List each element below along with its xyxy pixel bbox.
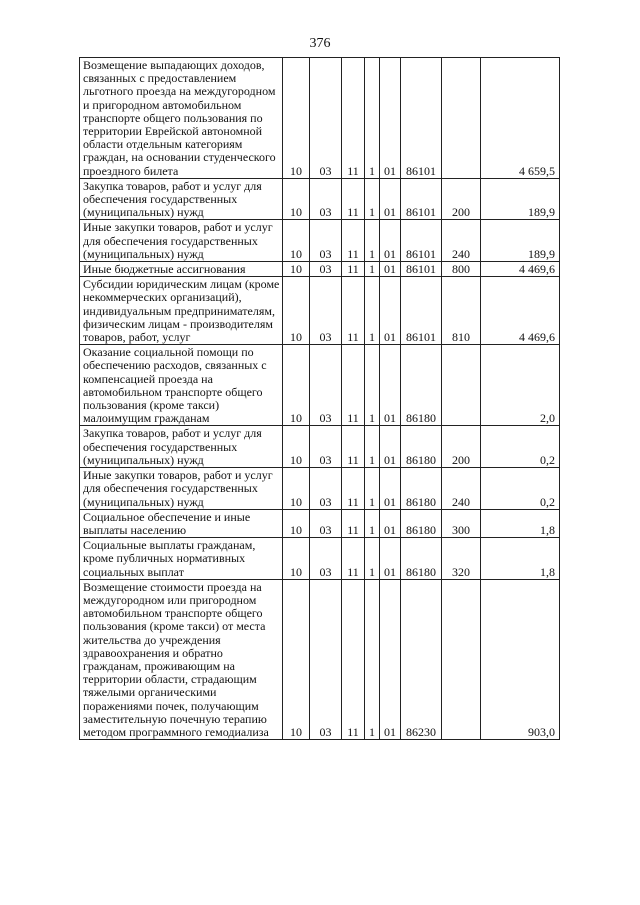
event-code-cell: 01: [380, 345, 401, 426]
subprogram-code-cell: 1: [365, 262, 380, 277]
expenditure-name-cell: Иные бюджетные ассигнования: [80, 262, 283, 277]
section-code-cell: 10: [283, 538, 310, 580]
program-code-cell: 11: [342, 345, 365, 426]
subprogram-code-cell: 1: [365, 345, 380, 426]
program-code-cell: 11: [342, 178, 365, 220]
section-code-cell: 10: [283, 579, 310, 739]
amount-cell: 2,0: [481, 345, 560, 426]
subsection-code-cell: 03: [310, 58, 342, 179]
program-code-cell: 11: [342, 468, 365, 510]
direction-code-cell: 86101: [401, 220, 442, 262]
direction-code-cell: 86101: [401, 262, 442, 277]
amount-cell: 0,2: [481, 468, 560, 510]
direction-code-cell: 86101: [401, 178, 442, 220]
expenditure-name-cell: Субсидии юридическим лицам (кроме некоммерческих организаций), индивидуальным предпринимателям, физическим лицам - производителям товаров, работ, услуг: [80, 277, 283, 345]
expenditure-name-cell: Иные закупки товаров, работ и услуг для обеспечения государственных (муниципальных) нужд: [80, 220, 283, 262]
section-code-cell: 10: [283, 345, 310, 426]
subprogram-code-cell: 1: [365, 58, 380, 179]
direction-code-cell: 86180: [401, 426, 442, 468]
subprogram-code-cell: 1: [365, 509, 380, 537]
event-code-cell: 01: [380, 277, 401, 345]
expenditure-name-cell: Возмещение выпадающих доходов, связанных с предоставлением льготного проезда на междугородном и пригородном автомобильном транспорте общего пользования по территории Еврейской автономной области отдельным категориям граждан, на основании студенческого проездного билета: [80, 58, 283, 179]
table-row: [80, 538, 560, 580]
section-code-cell: 10: [283, 262, 310, 277]
expenditure-name-cell: Иные закупки товаров, работ и услуг для обеспечения государственных (муниципальных) нужд: [80, 468, 283, 510]
program-code-cell: 11: [342, 579, 365, 739]
program-code-cell: 11: [342, 509, 365, 537]
direction-code-cell: 86101: [401, 58, 442, 179]
section-code-cell: 10: [283, 220, 310, 262]
subsection-code-cell: 03: [310, 538, 342, 580]
direction-code-cell: 86180: [401, 538, 442, 580]
table-row: [80, 345, 560, 426]
expense-type-code-cell: 300: [442, 509, 481, 537]
event-code-cell: 01: [380, 58, 401, 179]
direction-code-cell: 86180: [401, 509, 442, 537]
subsection-code-cell: 03: [310, 468, 342, 510]
direction-code-cell: 86230: [401, 579, 442, 739]
page-number: 376: [309, 36, 331, 51]
expenditure-name-cell: Закупка товаров, работ и услуг для обеспечения государственных (муниципальных) нужд: [80, 426, 283, 468]
expense-type-code-cell: [442, 58, 481, 179]
expenditure-name-cell: Возмещение стоимости проезда на междугородном или пригородном автомобильном транспорте общего пользования (кроме такси) от места жительства до учреждения здравоохранения и обратно гражданам, проживающим на территории области, страдающим тяжелыми органическими поражениями почек, получающим заместительную почечную терапию методом программного гемодиализа: [80, 579, 283, 739]
table-body: [80, 58, 560, 740]
subsection-code-cell: 03: [310, 277, 342, 345]
amount-cell: 189,9: [481, 178, 560, 220]
event-code-cell: 01: [380, 262, 401, 277]
expense-type-code-cell: 320: [442, 538, 481, 580]
expense-type-code-cell: 200: [442, 178, 481, 220]
section-code-cell: 10: [283, 277, 310, 345]
section-code-cell: 10: [283, 426, 310, 468]
table-row: [80, 509, 560, 537]
amount-cell: 903,0: [481, 579, 560, 739]
subprogram-code-cell: 1: [365, 579, 380, 739]
amount-cell: 4 659,5: [481, 58, 560, 179]
subsection-code-cell: 03: [310, 345, 342, 426]
table-row: [80, 426, 560, 468]
table-row: [80, 579, 560, 739]
expenditure-name-cell: Социальное обеспечение и иные выплаты населению: [80, 509, 283, 537]
section-code-cell: 10: [283, 178, 310, 220]
subprogram-code-cell: 1: [365, 178, 380, 220]
subsection-code-cell: 03: [310, 178, 342, 220]
expense-type-code-cell: 240: [442, 468, 481, 510]
expense-type-code-cell: 810: [442, 277, 481, 345]
event-code-cell: 01: [380, 509, 401, 537]
table-row: [80, 220, 560, 262]
event-code-cell: 01: [380, 178, 401, 220]
expense-type-code-cell: [442, 579, 481, 739]
program-code-cell: 11: [342, 277, 365, 345]
expense-type-code-cell: 800: [442, 262, 481, 277]
amount-cell: 4 469,6: [481, 262, 560, 277]
program-code-cell: 11: [342, 426, 365, 468]
subprogram-code-cell: 1: [365, 220, 380, 262]
subprogram-code-cell: 1: [365, 426, 380, 468]
budget-table: [79, 57, 560, 740]
program-code-cell: 11: [342, 58, 365, 179]
amount-cell: 0,2: [481, 426, 560, 468]
program-code-cell: 11: [342, 538, 365, 580]
section-code-cell: 10: [283, 468, 310, 510]
event-code-cell: 01: [380, 468, 401, 510]
table-row: [80, 58, 560, 179]
table-row: [80, 277, 560, 345]
subsection-code-cell: 03: [310, 426, 342, 468]
subsection-code-cell: 03: [310, 262, 342, 277]
expenditure-name-cell: Оказание социальной помощи по обеспечению расходов, связанных с компенсацией проезда на автомобильном транспорте общего пользования (кроме такси) малоимущим гражданам: [80, 345, 283, 426]
event-code-cell: 01: [380, 426, 401, 468]
section-code-cell: 10: [283, 58, 310, 179]
expense-type-code-cell: 200: [442, 426, 481, 468]
amount-cell: 1,8: [481, 538, 560, 580]
expenditure-name-cell: Социальные выплаты гражданам, кроме публичных нормативных социальных выплат: [80, 538, 283, 580]
event-code-cell: 01: [380, 538, 401, 580]
amount-cell: 189,9: [481, 220, 560, 262]
subprogram-code-cell: 1: [365, 538, 380, 580]
direction-code-cell: 86180: [401, 468, 442, 510]
table-row: [80, 468, 560, 510]
program-code-cell: 11: [342, 220, 365, 262]
subprogram-code-cell: 1: [365, 277, 380, 345]
subsection-code-cell: 03: [310, 220, 342, 262]
expense-type-code-cell: 240: [442, 220, 481, 262]
event-code-cell: 01: [380, 220, 401, 262]
event-code-cell: 01: [380, 579, 401, 739]
subsection-code-cell: 03: [310, 579, 342, 739]
program-code-cell: 11: [342, 262, 365, 277]
amount-cell: 4 469,6: [481, 277, 560, 345]
amount-cell: 1,8: [481, 509, 560, 537]
expenditure-name-cell: Закупка товаров, работ и услуг для обеспечения государственных (муниципальных) нужд: [80, 178, 283, 220]
table-row: [80, 262, 560, 277]
subsection-code-cell: 03: [310, 509, 342, 537]
table-row: [80, 178, 560, 220]
section-code-cell: 10: [283, 509, 310, 537]
direction-code-cell: 86180: [401, 345, 442, 426]
expense-type-code-cell: [442, 345, 481, 426]
direction-code-cell: 86101: [401, 277, 442, 345]
subprogram-code-cell: 1: [365, 468, 380, 510]
